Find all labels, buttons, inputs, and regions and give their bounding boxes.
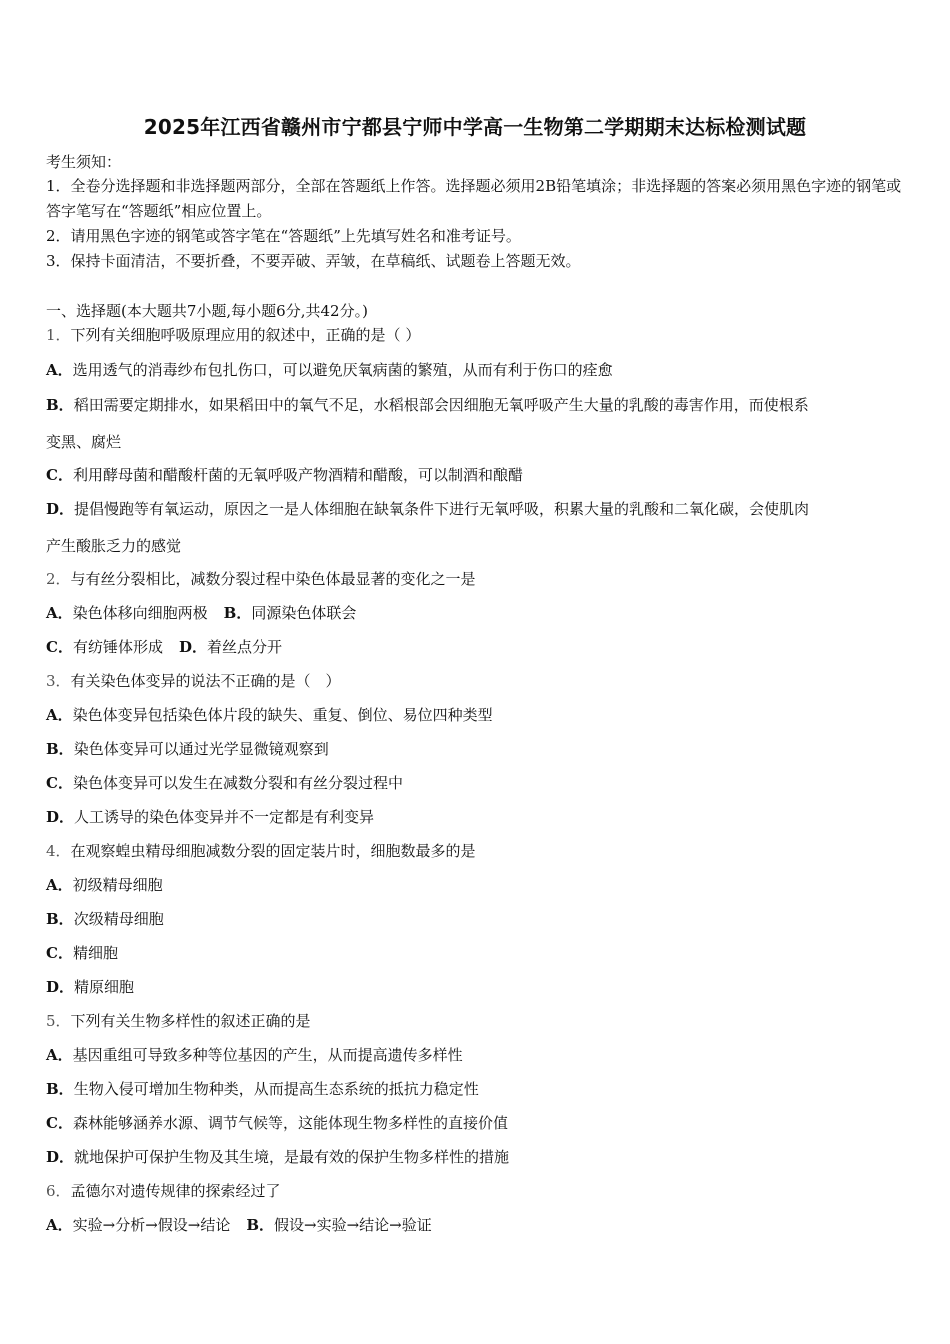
question-number: 1． [46,326,71,344]
notice-item-1: 1．全卷分选择题和非选择题两部分，全部在答题纸上作答。选择题必须用2B铅笔填涂；非选择题的答案必须用黑色字迹的钢笔或答字笔写在“答题纸”相应位置上。 [46,177,902,220]
option-key: B． [223,604,252,622]
option-text: 染色体变异可以通过光学显微镜观察到 [73,740,329,758]
notice-item-2: 2．请用黑色字迹的钢笔或答字笔在“答题纸”上先填写姓名和准考证号。 [46,227,521,245]
option-4D [46,977,134,997]
question-3-stem [46,671,341,691]
option-key: B． [46,1080,74,1098]
option-1A [46,360,613,380]
question-number: 4． [46,842,71,860]
option-3D [46,807,374,827]
option-5A [46,1045,463,1065]
question-number: 5． [46,1012,71,1030]
option-text: 初级精母细胞 [72,876,163,894]
question-text: 有关染色体变异的说法不正确的是（ ） [70,672,341,690]
option-text: 有纺锤体形成 [72,638,163,656]
option-text: 染色体变异可以发生在减数分裂和有丝分裂过程中 [72,774,403,792]
option-text: 稻田需要定期排水，如果稻田中的氧气不足，水稻根部会因细胞无氧呼吸产生大量的乳酸的毒害作用，而使根系 [73,396,809,414]
option-text: 提倡慢跑等有氧运动，原因之一是人体细胞在缺氧条件下进行无氧呼吸，积累大量的乳酸和二氧化碳，会使肌肉 [74,500,810,518]
option-text: 次级精母细胞 [73,910,164,928]
option-1B [46,395,809,415]
option-4C [46,943,118,963]
option-text: 就地保护可保护生物及其生境，是最有效的保护生物多样性的措施 [74,1148,510,1166]
option-text: 生物入侵可增加生物种类，从而提高生态系统的抵抗力稳定性 [73,1080,479,1098]
option-key: C． [46,1114,73,1132]
option-6AB [46,1215,432,1235]
question-5-stem [46,1011,311,1031]
question-4-stem [46,841,476,861]
question-6-stem [46,1181,281,1201]
option-text: 选用透气的消毒纱布包扎伤口，可以避免厌氧病菌的繁殖，从而有利于伤口的痊愈 [72,361,613,379]
question-text: 下列有关生物多样性的叙述正确的是 [70,1012,311,1030]
option-text: 基因重组可导致多种等位基因的产生，从而提高遗传多样性 [72,1046,463,1064]
option-text: 假设→实验→结论→验证 [274,1216,432,1234]
option-key: A． [46,1216,73,1234]
option-1B-continued: 变黑、腐烂 [46,433,122,451]
option-3C [46,773,403,793]
option-key: C． [46,944,73,962]
question-text: 孟德尔对遗传规律的探索经过了 [70,1182,281,1200]
option-1C [46,465,523,485]
option-key: B． [246,1216,275,1234]
question-number: 6． [46,1182,71,1200]
option-text: 精细胞 [72,944,118,962]
option-4A [46,875,163,895]
question-number: 3． [46,672,71,690]
option-text: 森林能够涵养水源、调节气候等，这能体现生物多样性的直接价值 [72,1114,508,1132]
option-key: C． [46,774,73,792]
option-text: 精原细胞 [74,978,135,996]
option-text: 人工诱导的染色体变异并不一定都是有利变异 [74,808,375,826]
question-text: 下列有关细胞呼吸原理应用的叙述中，正确的是（ ） [70,326,421,344]
option-key: B． [46,396,74,414]
question-1-stem [46,325,420,345]
option-3B [46,739,329,759]
question-number: 2． [46,570,71,588]
option-4B [46,909,164,929]
option-key: D． [46,978,75,996]
question-text: 在观察蝗虫精母细胞减数分裂的固定装片时，细胞数最多的是 [70,842,476,860]
option-text: 着丝点分开 [206,638,282,656]
notice-item-3: 3．保持卡面清洁，不要折叠，不要弄破、弄皱，在草稿纸、试题卷上答题无效。 [46,252,581,270]
option-2CD [46,637,282,657]
option-key: D． [46,808,75,826]
option-key: B． [46,910,74,928]
option-3A [46,705,493,725]
option-key: A． [46,876,73,894]
option-1D [46,499,809,519]
section-heading: 一、选择题(本大题共7小题,每小题6分,共42分。) [46,302,368,320]
option-5B [46,1079,479,1099]
option-text: 同源染色体联会 [251,604,357,622]
option-key: D． [46,1148,75,1166]
option-text: 实验→分析→假设→结论 [72,1216,231,1234]
option-key: A． [46,1046,73,1064]
option-key: D． [178,638,207,656]
option-text: 利用酵母菌和醋酸杆菌的无氧呼吸产物酒精和醋酸，可以制酒和酿醋 [72,466,523,484]
notice-heading: 考生须知： [46,153,122,171]
option-key: C． [46,638,73,656]
option-5C [46,1113,508,1133]
option-key: C． [46,466,73,484]
option-5D [46,1147,509,1167]
option-key: A． [46,706,73,724]
option-1D-continued: 产生酸胀乏力的感觉 [46,537,182,555]
option-text: 染色体变异包括染色体片段的缺失、重复、倒位、易位四种类型 [72,706,493,724]
page-title: 2025年江西省赣州市宁都县宁师中学高一生物第二学期期末达标检测试题 [143,115,807,139]
option-key: A． [46,361,73,379]
option-key: B． [46,740,74,758]
question-text: 与有丝分裂相比，减数分裂过程中染色体最显著的变化之一是 [70,570,476,588]
option-2AB [46,603,356,623]
option-key: D． [46,500,75,518]
question-2-stem [46,569,476,589]
option-text: 染色体移向细胞两极 [72,604,208,622]
option-key: A． [46,604,73,622]
